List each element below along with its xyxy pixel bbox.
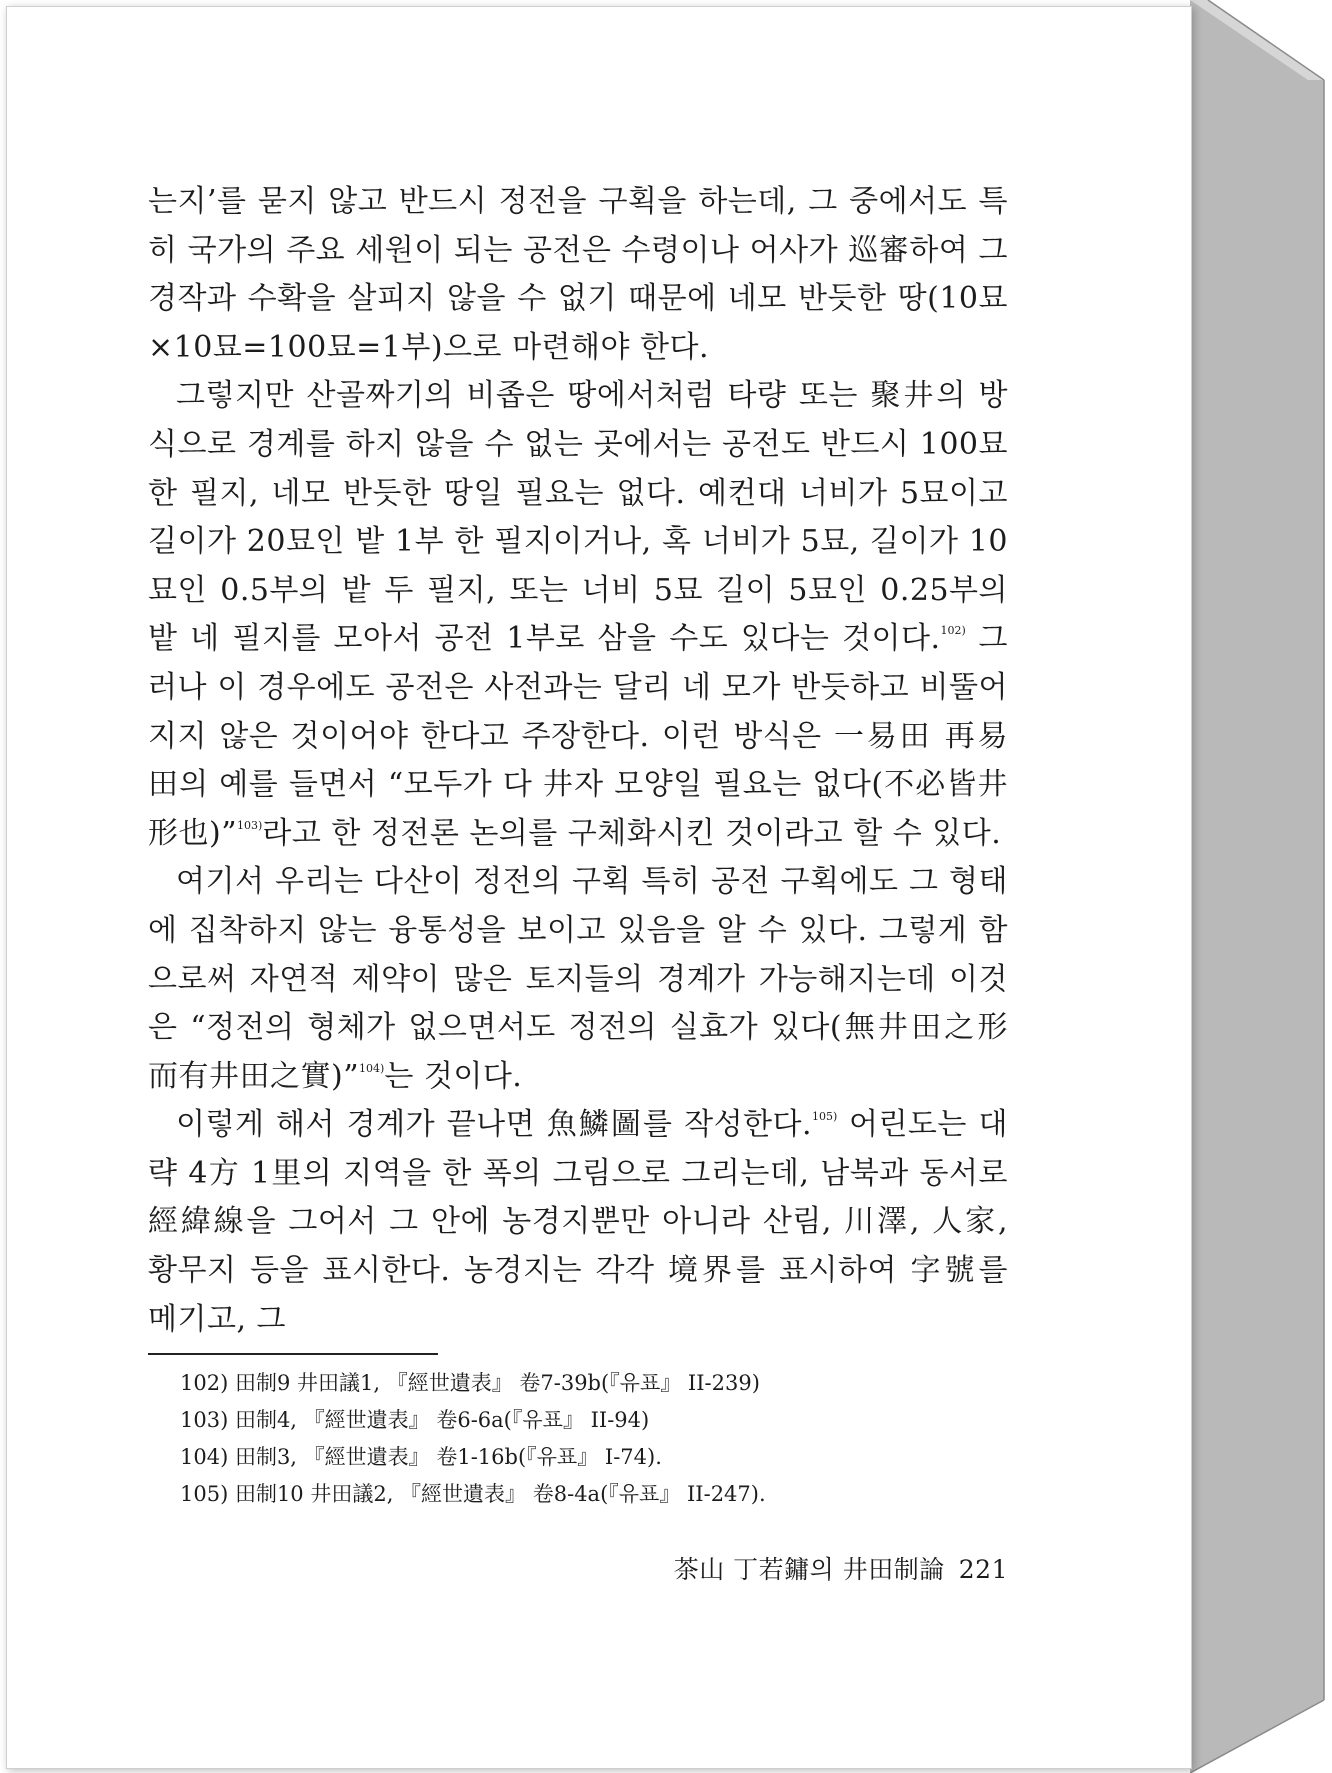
footnote-reference: 103): [237, 818, 263, 832]
paragraph: [148, 372, 1008, 858]
paragraph: [148, 1101, 1008, 1344]
paragraph-text: 라고 한 정전론 논의를 구체화시킨 것이라고 할 수 있다.: [262, 815, 1002, 851]
paragraph-text: 이렇게 해서 경계가 끝나면 魚鱗圖를 작성한다.: [176, 1107, 813, 1143]
footnote-separator: [148, 1353, 438, 1355]
running-title: 茶山 丁若鏞의 井田制論: [673, 1555, 945, 1584]
book-page-stack-edge: [1190, 0, 1332, 1773]
footnote-reference: 104): [359, 1061, 385, 1075]
footnote: 102) 田制9 井田議1, 『經世遺表』 卷7-39b(『유표』 II-239): [180, 1371, 760, 1395]
footnote-reference: 105): [812, 1110, 838, 1124]
paragraph: [148, 178, 1008, 372]
footnote: 104) 田制3, 『經世遺表』 卷1-16b(『유표』 I-74).: [180, 1445, 662, 1469]
paragraph-text: 는지’를 묻지 않고 반드시 정전을 구획을 하는데, 그 중에서도 특히 국가의 주요 세원이 되는 공전은 수령이나 어사가 巡審하여 그 경작과 수확을 살피지 않을 수 없기 때문에 네모 반듯한 땅(10묘×10묘=100묘=1부)으로 마련해야 한다.: [148, 184, 1008, 365]
page-number: 221: [958, 1555, 1008, 1584]
footnote: 103) 田制4, 『經世遺表』 卷6-6a(『유표』 II-94): [180, 1408, 650, 1432]
footnote: 105) 田制10 井田議2, 『經世遺表』 卷8-4a(『유표』 II-247).: [180, 1482, 766, 1506]
paragraph-text: 는 것이다.: [384, 1058, 523, 1094]
paragraph-text: 어린도는 대략 4方 1里의 지역을 한 폭의 그림으로 그리는데, 남북과 동서로 經緯線을 그어서 그 안에 농경지뿐만 아니라 산림, 川澤, 人家, 황무지 등을 표시한다. 농경지는 각각 境界를 표시하여 字號를 메기고, 그: [148, 1107, 1008, 1337]
paragraph: [148, 858, 1008, 1101]
paragraph-text: 여기서 우리는 다산이 정전의 구획 특히 공전 구획에도 그 형태에 집착하지 않는 융통성을 보이고 있음을 알 수 있다. 그렇게 함으로써 자연적 제약이 많은 토지들의 경계가 가능해지는데 이것은 “정전의 형체가 없으면서도 정전의 실효가 있다(無井田之形 而有井田之實)”: [148, 864, 1008, 1094]
paragraph-text: 그렇지만 산골짜기의 비좁은 땅에서처럼 타량 또는 聚井의 방식으로 경계를 하지 않을 수 없는 곳에서는 공전도 반드시 100묘 한 필지, 네모 반듯한 땅일 필요는 없다. 예컨대 너비가 5묘이고 길이가 20묘인 밭 1부 한 필지이거나, 혹 너비가 5묘, 길이가 10묘인 0.5부의 밭 두 필지, 또는 너비 5묘 길이 5묘인 0.25부의 밭 네 필지를 모아서 공전 1부로 삼을 수도 있다는 것이다.: [148, 378, 1008, 657]
body-text: [148, 178, 1008, 1344]
footnotes-list: [148, 1365, 1008, 1513]
paragraph-text: 그러나 이 경우에도 공전은 사전과는 달리 네 모가 반듯하고 비뚤어지지 않은 것이어야 한다고 주장한다. 이런 방식은 一易田 再易田의 예를 들면서 “모두가 다 井자 모양일 필요는 없다(不必皆井形也)”: [148, 621, 1008, 851]
running-footer: [600, 1550, 1008, 1586]
footnote-reference: 102): [940, 624, 966, 638]
